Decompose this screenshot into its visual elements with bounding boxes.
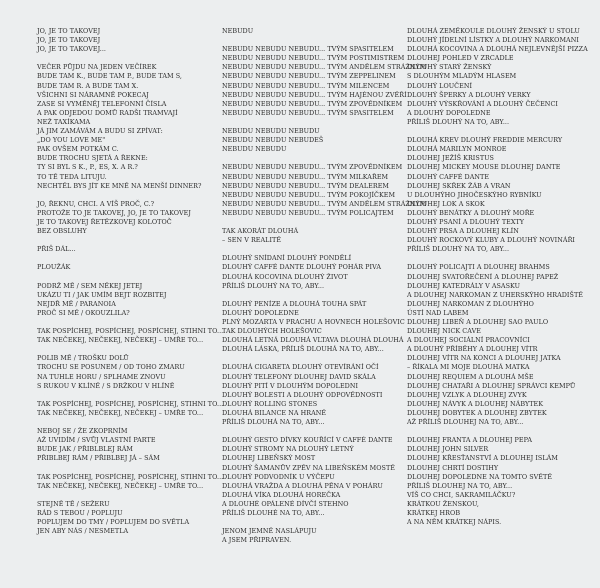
lyric-line: DLOUHEJ NÁVYK A DLOUHEJ NÁBYTEK: [407, 399, 544, 408]
lyric-line: NEBUDU NEBUDU NEBUDU... TVÝM SPASITELEM: [222, 108, 394, 117]
lyric-line: DLOUHEJ POHLED V ZRCADLE: [407, 54, 514, 63]
lyric-line: TAK DLOUHÝCH HOLEŠOVIC: [222, 327, 322, 336]
lyric-line: DLOUHEJ NICK CAVE: [407, 327, 481, 336]
stanza: [37, 399, 224, 418]
lyric-line: ÚSTÍ NAD LABEM: [407, 308, 469, 317]
lyric-line: BUDE TAM K., BUDE TAM P., BUDE TAM S,: [37, 72, 183, 81]
lyric-line: DLOUHÝ PITÍ V DLOUHÝM DOPOLEDNI: [222, 381, 359, 390]
lyric-line: DLOUHÁ ZEMĚKOULE DLOUHÝ ŽENSKÝ U STOLU: [407, 27, 580, 35]
lyric-line: DLOUHEJ LIBEŇSKÝ MOST: [222, 454, 316, 463]
stanza: [407, 136, 579, 254]
lyric-line: „DO YOU LOVE ME": [37, 136, 106, 145]
lyric-line: NEBUDU NEBUDU NEBUDU... TVÝM POKOJÍČKEM: [222, 190, 396, 199]
lyric-line: A DLOUHÝ PŘÍBĚHY A DLOUHEJ VÍTR: [407, 345, 538, 354]
lyric-line: STEJNĚ TĚ / SEŽERU: [37, 499, 110, 508]
lyric-line: PŘÍLIŠ DLOUHÉ NA TO, ABY...: [222, 508, 325, 517]
stanza: [37, 500, 209, 536]
lyric-line: NEBUDU: [222, 27, 254, 35]
lyric-line: BEZ OBSLUHY: [37, 227, 87, 236]
lyric-line: S DLOUHÝM MLADÝM HLASEM: [407, 72, 517, 81]
lyric-line: PROTOŽE TO JE TAKOVEJ, JO, JE TO TAKOVEJ: [37, 208, 191, 217]
lyric-line: S RUKOU V KLÍNĚ / S DRŽKOU V HLÍNĚ: [37, 381, 175, 390]
lyric-line: DLOUHEJ LOK A SKOK: [407, 199, 485, 208]
lyric-line: RÁD S TEBOU / POPLUJU: [37, 508, 123, 517]
lyric-line: DLOUHEJ KŘESŤANSTVÍ A DLOUHEJ ISLÁM: [407, 454, 558, 463]
lyric-line: NEBUDU NEBUDU NEBUDU... TVÝM ZPOVĚDNÍKEM: [222, 163, 403, 172]
lyric-line: NEBUDU NEBUDU NEBUDU... TVÝM MILKAŘEM: [222, 172, 389, 181]
lyrics-column-left: [37, 27, 224, 545]
stanza: [407, 436, 579, 527]
stanza: [37, 427, 209, 463]
lyric-line: DLOUHÝ POLICAJTI A DLOUHEJ BRAHMS: [407, 263, 550, 272]
lyric-line: DLOUHÝ ŠAMANŮV ZPĚV NA LIBEŇSKÉM MOSTĚ: [222, 463, 395, 472]
lyric-line: TAK NEČEKEJ, NEČEKEJ, NEČEKEJ – UMŘE TO...: [37, 481, 204, 490]
lyric-line: NECHTĚL BYS JÍT KE MNĚ NA MENŠÍ DINNER?: [37, 181, 202, 190]
lyric-line: DLOUHÝ PRSA A DLOUHEJ KLÍN: [407, 227, 519, 236]
stanza: [222, 163, 427, 218]
lyric-line: NA TUHLE HORU / SPLHAME ZNOVU: [37, 372, 166, 381]
lyric-line: TAK NEČEKEJ, NEČEKEJ, NEČEKEJ – UMŘE TO...: [37, 336, 204, 345]
lyric-line: PŘÍLIŠ DLOUHÝ NA TO, ABY...: [407, 117, 510, 126]
lyric-line: NEBUDU NEBUDU NEBUDU... TVÝM DEALEREM: [222, 181, 390, 190]
lyric-line: VEČER PŮJDU NA JEDEN VEČÍREK: [37, 63, 157, 72]
lyric-line: TAK POSPÍCHEJ, POSPÍCHEJ, POSPÍCHEJ, STIHNI TO...: [37, 472, 224, 481]
lyric-line: POPLUJEM DO TMY / POPLUJEM DO SVĚTLA: [37, 518, 190, 527]
lyric-line: NEBUDU NEBUDU NEBUDU... TVÝM POLICAJTEM: [222, 208, 394, 217]
lyric-line: TROCHU SE POSUNEM / OD TOHO ZMARU: [37, 363, 185, 372]
lyric-line: PODRŽ MĚ / SEM NĚKEJ JETEJ: [37, 281, 143, 290]
lyric-line: DLOUHÝ ROLLING STONES: [222, 399, 318, 408]
lyric-line: PAK OVŠEM POTKÁM C.: [37, 145, 119, 154]
lyric-line: U DLOUHÝHO JIHOČESKÝHO RYBNÍKU: [407, 190, 542, 199]
lyric-line: DLOUHÝ BENÁTKY A DLOUHÝ MOŘE: [407, 208, 535, 217]
lyric-line: PŘÍLIŠ DLOUHÝ NA TO, ABY...: [407, 245, 510, 254]
lyric-line: DLOUHEJ JOHN SILVER: [407, 445, 489, 454]
lyric-line: DLOUHÁ LETNÁ DLOUHÁ VLTAVA DLOUHÁ DLOUHÁ: [222, 336, 404, 345]
lyric-line: DLOUHÝ SNÍDANÍ DLOUHÝ PONDĚLÍ: [222, 254, 352, 263]
lyric-line: DLOUHÁ VRAŽDA A DLOUHÁ PĚNA V POHÁRU: [222, 481, 383, 490]
stanza: [222, 227, 394, 245]
lyric-line: A NA NĚM KRÁTKEJ NÁPIS.: [407, 518, 502, 527]
lyric-line: BUDE TROCHU SJETÁ A ŘEKNE:: [37, 154, 148, 163]
stanza: [222, 527, 394, 545]
lyric-line: DLOUHÝ LOUČENÍ: [407, 81, 473, 90]
lyric-line: NEŽ TAXÍKAMA: [37, 117, 91, 126]
lyric-line: BUDE TAM R. A BUDE TAM X.: [37, 81, 139, 90]
lyric-line: A DLOUHEJ NARKOMAN Z UHERSKÝHO HRADIŠTĚ: [407, 290, 583, 299]
lyric-line: PŘÍLIŠ DLOUHÝ NA TO, ABY...: [222, 281, 325, 290]
lyric-line: TO TĚ TEDA LITUJU.: [37, 172, 107, 181]
lyric-line: NEBOJ SE / ŽE ZKOPRNÍM: [37, 427, 128, 436]
lyric-line: TAK POSPÍCHEJ, POSPÍCHEJ, POSPÍCHEJ, STIHNI TO...: [37, 327, 224, 336]
lyric-line: JE TO TAKOVEJ ŘETĚZKOVEJ KOLOTOČ: [37, 217, 172, 226]
lyric-line: DLOUHÝ PODVODNÍK U VÝČEPU: [222, 472, 335, 481]
stanza: [37, 63, 209, 190]
stanza: [37, 327, 224, 345]
lyric-line: AŽ PŘÍLIŠ DLOUHEJ NA TO, ABY...: [407, 418, 524, 427]
lyric-line: NEBUDU NEBUDU: [222, 145, 287, 154]
lyric-line: TAK POSPÍCHEJ, POSPÍCHEJ, POSPÍCHEJ, STIHNI TO...: [37, 399, 224, 408]
lyric-line: ZASE SI VYMĚNĚJ TELEFONNÍ ČÍSLA: [37, 99, 167, 108]
lyric-line: PŘIŠ DÁL...: [37, 245, 76, 254]
lyric-line: DLOUHÝ CAFFÉ DANTE: [407, 172, 490, 181]
lyric-line: DLOUHÝ GESTO DÍVKY KOUŘÍCÍ V CAFFÉ DANTE: [222, 436, 393, 445]
lyric-line: DLOUHEJ VÍTR NA KONCI A DLOUHEJ JATKA: [407, 354, 561, 363]
lyric-line: DLOUHEJ CHRTÍ DOSTIHY: [407, 463, 499, 472]
lyric-line: BUDE JAK / PŘIBLBLEJ RÁM: [37, 445, 134, 454]
stanza: [37, 200, 209, 236]
lyric-line: A DLOUHÝ DOPOLEDNE: [407, 108, 491, 117]
lyric-line: KRÁTKOU ŽENSKOU,: [407, 499, 479, 508]
lyric-line: JO, JE TO TAKOVEJ...: [37, 45, 106, 54]
lyric-line: DLOUHÝ VÝSKŘOVÁNÍ A DLOUHÝ ČEČENCI: [407, 99, 558, 108]
stanza: [222, 27, 394, 36]
stanza: [37, 263, 209, 272]
lyric-line: – ŘÍKALA MI MOJE DLOUHÁ MATKA: [407, 363, 530, 372]
stanza: [222, 436, 394, 518]
stanza: [407, 263, 583, 427]
lyric-line: JEN ABY NÁS / NESMETLA: [37, 527, 129, 536]
lyric-line: DLOUHÁ VÍKA DLOUHÁ HOREČKA: [222, 490, 341, 499]
lyric-line: DLOUHEJ JEŽÍŠ KRISTUS: [407, 154, 494, 163]
lyric-line: DLOUHEJ DOPOLEDNE NA TOMTO SVĚTĚ: [407, 472, 553, 481]
lyric-line: JO, JE TO TAKOVEJ: [37, 27, 101, 35]
lyric-line: DLOUHÝ STROMY NA DLOUHÝ LETNÝ: [222, 445, 354, 454]
stanza: [407, 27, 588, 127]
lyric-line: DLOUHÝ STARÝ ŽENSKÝ: [407, 63, 492, 72]
lyric-line: DLOUHÁ BILANCE NA HRANĚ: [222, 408, 327, 417]
lyrics-column-right: [407, 27, 588, 536]
stanza: [37, 472, 224, 491]
lyric-line: NEBUDU NEBUDU NEBUDU... TVÝM POSTIMISTREM: [222, 54, 405, 63]
lyric-line: PŘÍLIŠ DLOUHÁ NA TO, ABY...: [222, 418, 325, 427]
lyric-line: TAK NEČEKEJ, NEČEKEJ, NEČEKEJ – UMŘE TO...: [37, 408, 204, 417]
lyric-line: JÁ JIM ZAMÁVÁM A BUDU SI ZPÍVAT:: [37, 127, 163, 136]
lyric-line: DLOUHÝ ŠPERKY A DLOUHÝ VERKY: [407, 90, 531, 99]
lyric-line: PŘIBLBEJ RÁM / PŘIBLBEJ JÁ – SÁM: [37, 454, 160, 463]
lyric-line: DLOUHEJ DOBYTEK A DLOUHEJ ZBYTEK: [407, 408, 547, 417]
lyric-line: VŠICHNI SI NÁRAMNĚ POKECAJ: [37, 90, 149, 99]
lyric-line: PLNÝ MOZARTA V PRACHU A HOVNECH HOLEŠOVIC: [222, 318, 405, 326]
lyric-line: DLOUHEJ KATEDRÁLY V ASASKU: [407, 281, 521, 290]
lyric-line: TY SI BYL S K., P., ES, X. A R.?: [37, 163, 138, 172]
lyric-line: DLOUHÝ DOPOLEDNE: [222, 308, 299, 317]
lyric-line: DLOUHÝ CAFFÉ DANTE DLOUHÝ POHÁR PIVA: [222, 263, 381, 272]
lyric-line: DLOUHÝ PSANÍ A DLOUHÝ TEXTY: [407, 217, 525, 226]
stanza: [222, 127, 394, 154]
lyric-line: DLOUHEJ NARKOMAN Z DLOUHÝHO: [407, 299, 534, 308]
lyric-line: DLOUHEJ LIBEŇ A DLOUHEJ SAO PAULO: [407, 318, 549, 326]
lyric-line: A DLOUHEJ SOCIÁLNÍ PRACOVNÍCI: [407, 336, 530, 345]
lyric-line: DLOUHÝ BOLESTI A DLOUHÝ ODPOVĚDNOSTI: [222, 390, 383, 399]
stanza: [37, 354, 209, 390]
stanza: [222, 299, 405, 355]
stanza: [222, 254, 394, 290]
lyric-line: DLOUHEJ SKŘEK ŽÁB A VRAN: [407, 181, 511, 190]
lyric-line: A DLOUHÉ OPÁLENÉ DÍVČÍ STEHNO: [222, 499, 349, 508]
lyric-line: NEBUDU NEBUDU NEBUDU: [222, 127, 320, 136]
lyric-line: A PAK ODJEDOU DOMŮ RADŠI TRAMVAJÍ: [37, 108, 178, 117]
lyric-line: UKÁZU TI / JAK UMÍM BEJT ROZBITEJ: [37, 290, 167, 299]
lyric-line: DLOUHÁ CIGARETA DLOUHÝ OTEVÍRÁNÍ OČÍ: [222, 363, 379, 372]
stanza: [37, 27, 209, 54]
lyric-line: DLOUHÝ PENÍZE A DLOUHÁ TOUHA SPÁT: [222, 299, 367, 308]
stanza: [222, 363, 394, 427]
lyric-line: DLOUHÁ LÁSKA, PŘÍLIŠ DLOUHÁ NA TO, ABY...: [222, 345, 384, 354]
lyric-line: DLOUHEJ VZLYK A DLOUHEJ ZVYK: [407, 390, 527, 399]
lyric-line: PŘÍLIŠ DLOUHEJ NA TO, ABY...: [407, 481, 513, 490]
lyric-line: NEBUDU NEBUDU NEBUDU... TVÝM ANDĚLEM STRÁŽNÝM: [222, 63, 427, 72]
lyric-line: A JSEM PŘIPRAVEN.: [222, 536, 292, 545]
lyric-line: TAK AKORÁT DLOUHÁ: [222, 227, 299, 236]
lyric-line: DLOUHÝ ROCKOVÝ KLUBY A DLOUHÝ NOVINÁŘI: [407, 236, 576, 245]
lyric-line: – SEN V REALITĚ: [222, 236, 282, 245]
stanza: [37, 245, 209, 254]
lyric-line: NEBUDU NEBUDU NEBUDEŠ: [222, 136, 324, 145]
lyric-line: DLOUHÁ KOCOVINA A DLOUHÁ NEJLEVNĚJŠÍ PIZZA: [407, 45, 588, 54]
lyric-line: PROČ SI MĚ / OKOUZLILA?: [37, 308, 130, 317]
lyric-line: DLOUHÝ JÍDELNÍ LÍSTKY A DLOUHÝ NARKOMANI: [407, 36, 579, 45]
lyric-line: KRÁTKEJ HROB: [407, 508, 461, 517]
lyric-line: DLOUHEJ CHATAŘI A DLOUHEJ SPRÁVCI KEMPŮ: [407, 381, 576, 390]
lyric-line: NEBUDU NEBUDU NEBUDU... TVÝM MILENCEM: [222, 81, 390, 90]
lyric-line: NEBUDU NEBUDU NEBUDU... TVÝM SPASITELEM: [222, 45, 394, 54]
lyric-line: DLOUHEJ MICKEY MOUSE DLOUHEJ DANTE: [407, 163, 561, 172]
lyric-line: DLOUHÁ KREV DLOUHÝ FREDDIE MERCURY: [407, 136, 563, 145]
lyric-line: JO, JE TO TAKOVEJ: [37, 36, 101, 45]
lyric-line: JO, ŘEKNU, CHCI. A VÍŠ PROČ, C.?: [37, 199, 155, 208]
lyric-line: DLOUHÝ TELEFONY DLOUHEJ DAVID SKÁLA: [222, 372, 376, 381]
lyric-line: POLIB MĚ / TROŠKU DOLŮ: [37, 354, 129, 363]
lyric-line: AŽ UVIDÍM / SVŮJ VLASTNÍ PARTE: [37, 436, 156, 445]
lyric-line: DLOUHEJ FRANTA A DLOUHEJ PEPA: [407, 436, 533, 445]
lyric-line: DLOUHÁ MARILYN MONROE: [407, 145, 507, 154]
stanza: [37, 282, 209, 318]
lyric-line: DLOUHEJ REQUIEM A DLOUHÁ MŠE: [407, 372, 534, 381]
lyric-line: NEBUDU NEBUDU NEBUDU... TVÝM HAJÉNOU ZVĚŘÍ: [222, 90, 407, 99]
lyric-line: PLOUŽÁK: [37, 263, 71, 272]
lyric-line: DLOUHEJ SVATOŘEČENÍ A DLOUHEJ PAPEŽ: [407, 272, 559, 281]
lyric-line: NEBUDU NEBUDU NEBUDU... TVÝM ZEPPELINEM: [222, 72, 396, 81]
lyrics-column-middle: [222, 27, 427, 554]
stanza: [222, 45, 427, 118]
lyric-line: NEBUDU NEBUDU NEBUDU... TVÝM ZPOVĚDNÍKEM: [222, 99, 403, 108]
lyric-line: DLOUHÁ KOCOVINA DLOUHÝ ŽIVOT: [222, 272, 348, 281]
lyric-line: NEBUDU NEBUDU NEBUDU... TVÝM ANDĚLEM STRÁŽNÝM: [222, 199, 427, 208]
lyric-line: VÍŠ CO CHCI, SAKRAMILÁČKU?: [407, 490, 516, 499]
lyric-line: JENOM JEMNĚ NASLÁPUJU: [222, 527, 317, 536]
lyric-line: NEJDŘ MĚ / PARANOIA: [37, 299, 116, 308]
